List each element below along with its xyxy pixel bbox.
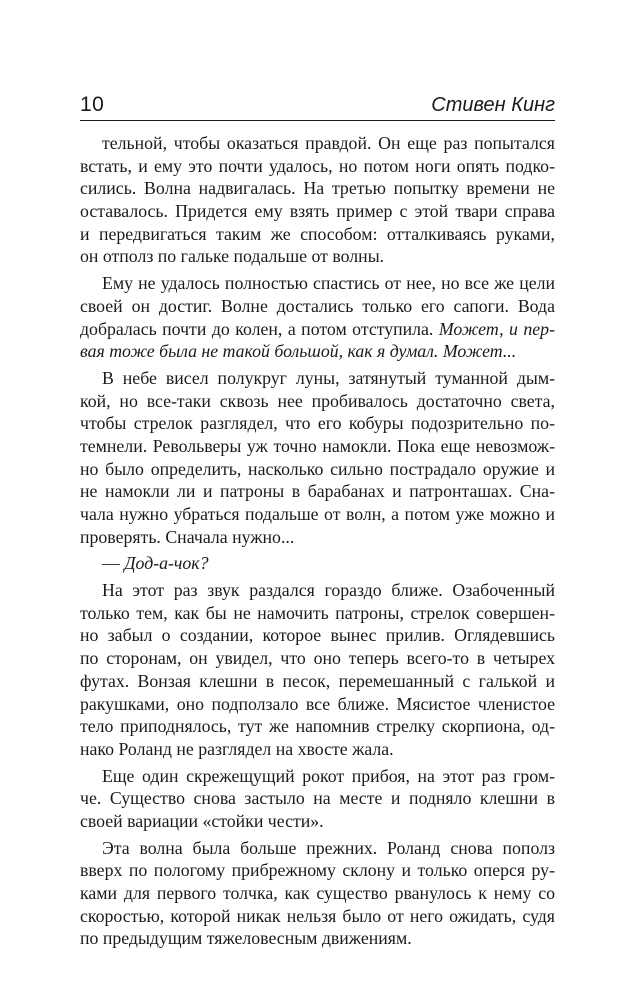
text-line bbox=[80, 693, 555, 716]
text-line bbox=[80, 579, 555, 602]
text-line bbox=[80, 765, 555, 788]
body-text bbox=[80, 132, 555, 950]
text-run: тело приподнялось, тут же напомнив стрелку скорпиона, од- bbox=[80, 716, 555, 737]
text-line bbox=[80, 624, 555, 647]
text-run: оставалось. Придется ему взять пример с этой твари справа bbox=[80, 201, 555, 222]
text-run: но было определить, насколько сильно пострадало оружие и bbox=[80, 458, 555, 479]
text-line bbox=[80, 295, 555, 318]
text-run: футах. Вонзая клешни в песок, перемешанный с галькой и bbox=[80, 670, 555, 691]
text-line bbox=[80, 390, 555, 413]
text-line bbox=[80, 810, 555, 833]
running-title: Стивен Кинг bbox=[431, 94, 555, 116]
italic-text: Дод-а-чок? bbox=[124, 553, 209, 574]
text-run: тельной, чтобы оказаться правдой. Он еще раз попытался bbox=[102, 133, 555, 153]
text-line bbox=[80, 526, 555, 549]
text-line bbox=[80, 245, 555, 268]
text-line bbox=[80, 223, 555, 246]
italic-text: Может, и пер- bbox=[438, 318, 555, 339]
text-line bbox=[80, 480, 555, 503]
text-line bbox=[80, 859, 555, 882]
text-run: кой, но все-таки сквозь нее пробивалось достаточно света, bbox=[80, 390, 555, 411]
text-line bbox=[80, 882, 555, 905]
text-run: — bbox=[102, 553, 125, 574]
text-line bbox=[80, 837, 555, 860]
text-line bbox=[80, 503, 555, 526]
paragraph bbox=[80, 579, 555, 761]
page-number: 10 bbox=[80, 93, 105, 116]
text-run: он отполз по гальке подальше от волны. bbox=[80, 246, 385, 267]
text-line bbox=[80, 272, 555, 295]
text-run: и передвигаться таким же способом: отталкиваясь руками, bbox=[80, 223, 555, 244]
text-run: своей он достиг. Волне достались только его сапоги. Вода bbox=[80, 295, 555, 316]
text-line bbox=[80, 647, 555, 670]
text-line bbox=[80, 155, 555, 178]
paragraph bbox=[80, 765, 555, 833]
text-line bbox=[80, 787, 555, 810]
text-line bbox=[80, 435, 555, 458]
text-run: сились. Волна надвигалась. На третью попытку времени не bbox=[80, 178, 555, 199]
text-line bbox=[80, 458, 555, 481]
text-line bbox=[80, 340, 555, 363]
text-run: ками для первого толчка, как существо рванулось к нему со bbox=[80, 883, 555, 903]
text-run: только тем, как бы не намочить патроны, стрелок совершен- bbox=[80, 602, 555, 623]
text-line bbox=[80, 132, 555, 155]
text-line bbox=[80, 738, 555, 761]
text-run: Эта волна была больше прежних. Роланд снова пополз bbox=[102, 837, 555, 858]
text-line bbox=[80, 412, 555, 435]
text-run: нако Роланд не разглядел на хвосте жала. bbox=[80, 738, 394, 759]
text-run: по предыдущим тяжеловесным движениям. bbox=[80, 928, 412, 949]
text-line bbox=[80, 177, 555, 200]
text-run: чала нужно убраться подальше от волн, а потом уже можно и bbox=[80, 504, 555, 524]
text-run: не намокли ли и патроны в барабанах и патронташах. Сна- bbox=[80, 481, 555, 502]
text-line bbox=[80, 670, 555, 693]
text-run: В небе висел полукруг луны, затянутый туманной дым- bbox=[102, 367, 555, 388]
text-line bbox=[80, 318, 555, 341]
text-run: Ему не удалось полностью спастись от нее, но все же цели bbox=[102, 273, 555, 294]
paragraph bbox=[80, 132, 555, 268]
text-run: скоростью, которой никак нельзя было от него ожидать, судя bbox=[80, 905, 555, 926]
text-run: добралась почти до колен, а потом отступила. bbox=[80, 318, 439, 339]
text-run: ракушками, оно подползало все ближе. Мясистое членистое bbox=[80, 693, 555, 714]
text-run: но забыл о создании, которое вынес прилив. Оглядевшись bbox=[80, 625, 555, 646]
text-run: На этот раз звук раздался гораздо ближе. Озабоченный bbox=[102, 580, 555, 601]
text-line bbox=[80, 367, 555, 390]
text-line bbox=[80, 715, 555, 738]
text-line bbox=[80, 905, 555, 928]
text-run: чтобы стрелок разглядел, что его кобуры подозрительно по- bbox=[80, 413, 555, 434]
text-line bbox=[80, 200, 555, 223]
text-run: проверять. Сначала нужно... bbox=[80, 526, 295, 547]
text-line bbox=[80, 927, 555, 950]
paragraph bbox=[80, 272, 555, 363]
text-run: встать, и ему это почти удалось, но потом ноги опять подко- bbox=[80, 155, 555, 176]
text-line bbox=[80, 602, 555, 625]
paragraph bbox=[80, 552, 555, 575]
italic-text: вая тоже была не такой большой, как я думал. Может... bbox=[80, 341, 517, 362]
text-run: Еще один скрежещущий рокот прибоя, на этот раз гром- bbox=[102, 765, 555, 786]
text-run: темнели. Револьверы уж точно намокли. Пока еще невозмож- bbox=[80, 435, 555, 456]
running-header bbox=[80, 88, 555, 121]
text-run: вверх по пологому прибрежному склону и только оперся ру- bbox=[80, 860, 555, 881]
text-run: че. Существо снова застыло на месте и подняло клешни в bbox=[80, 788, 555, 809]
text-line bbox=[80, 552, 555, 575]
text-run: по сторонам, он увидел, что оно теперь всего-то в четырех bbox=[80, 648, 555, 669]
text-run: своей вариации «стойки чести». bbox=[80, 810, 324, 831]
paragraph bbox=[80, 367, 555, 549]
paragraph bbox=[80, 837, 555, 950]
